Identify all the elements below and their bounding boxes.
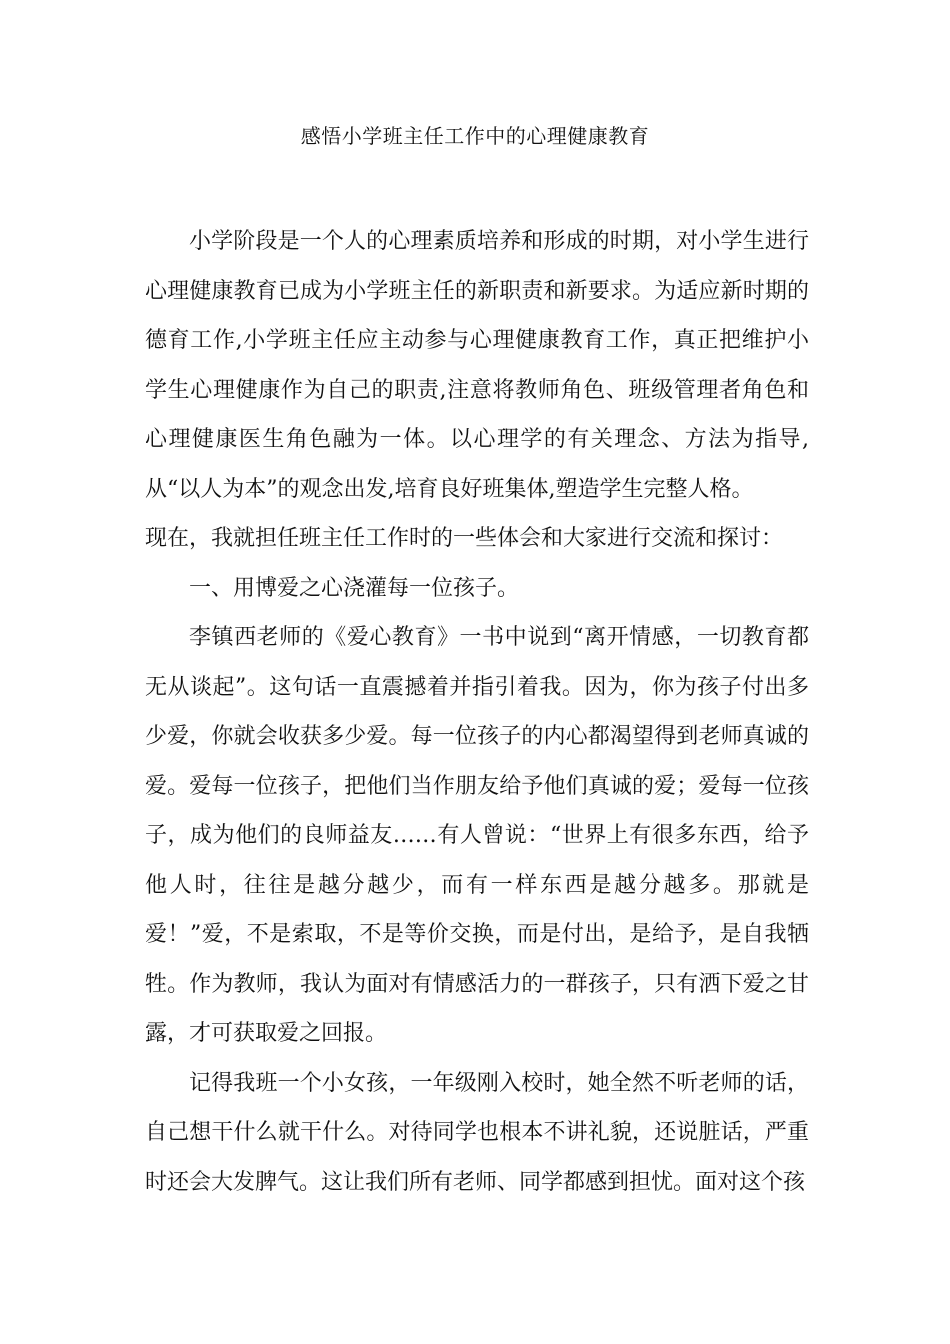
document-body (145, 217, 809, 1207)
section-heading-one: 一、用博爱之心浇灌每一位孩子。 (189, 575, 520, 601)
paragraph-little-girl: 记得我班一个小女孩，一年级刚入校时，她全然不听老师的话，自己想干什么就干什么。对待同学也根本不讲礼貌，还说脏话，严重时还会大发脾气。这让我们所有老师、同学都感到担忧。面对这个孩 (145, 1070, 809, 1195)
paragraph-intro: 小学阶段是一个人的心理素质培养和形成的时期，对小学生进行心理健康教育已成为小学班主任的新职责和新要求。为适应新时期的德育工作,小学班主任应主动参与心理健康教育工作，真正把维护小学生心理健康作为自己的职责,注意将教师角色、班级管理者角色和心理健康医生角色融为一体。以心理学的有关理念、方法为指导,从“以人为本”的观念出发,培育良好班集体,塑造学生完整人格。 (145, 229, 809, 502)
paragraph-love-education: 李镇西老师的《爱心教育》一书中说到“离开情感，一切教育都无从谈起”。这句话一直震撼着并指引着我。因为，你为孩子付出多少爱，你就会收获多少爱。每一位孩子的内心都渴望得到老师真诚的爱。爱每一位孩子，把他们当作朋友给予他们真诚的爱；爱每一位孩子，成为他们的良师益友……有人曾说：“世界上有很多东西，给予他人时，往往是越分越少，而有一样东西是越分越多。那就是爱！”爱，不是索取，不是等价交换，而是付出，是给予，是自我牺牲。作为教师，我认为面对有情感活力的一群孩子，只有洒下爱之甘露，才可获取爱之回报。 (145, 625, 809, 1046)
paragraph-transition: 现在，我就担任班主任工作时的一些体会和大家进行交流和探讨： (145, 526, 784, 551)
document-title: 感悟小学班主任工作中的心理健康教育 (300, 124, 650, 148)
